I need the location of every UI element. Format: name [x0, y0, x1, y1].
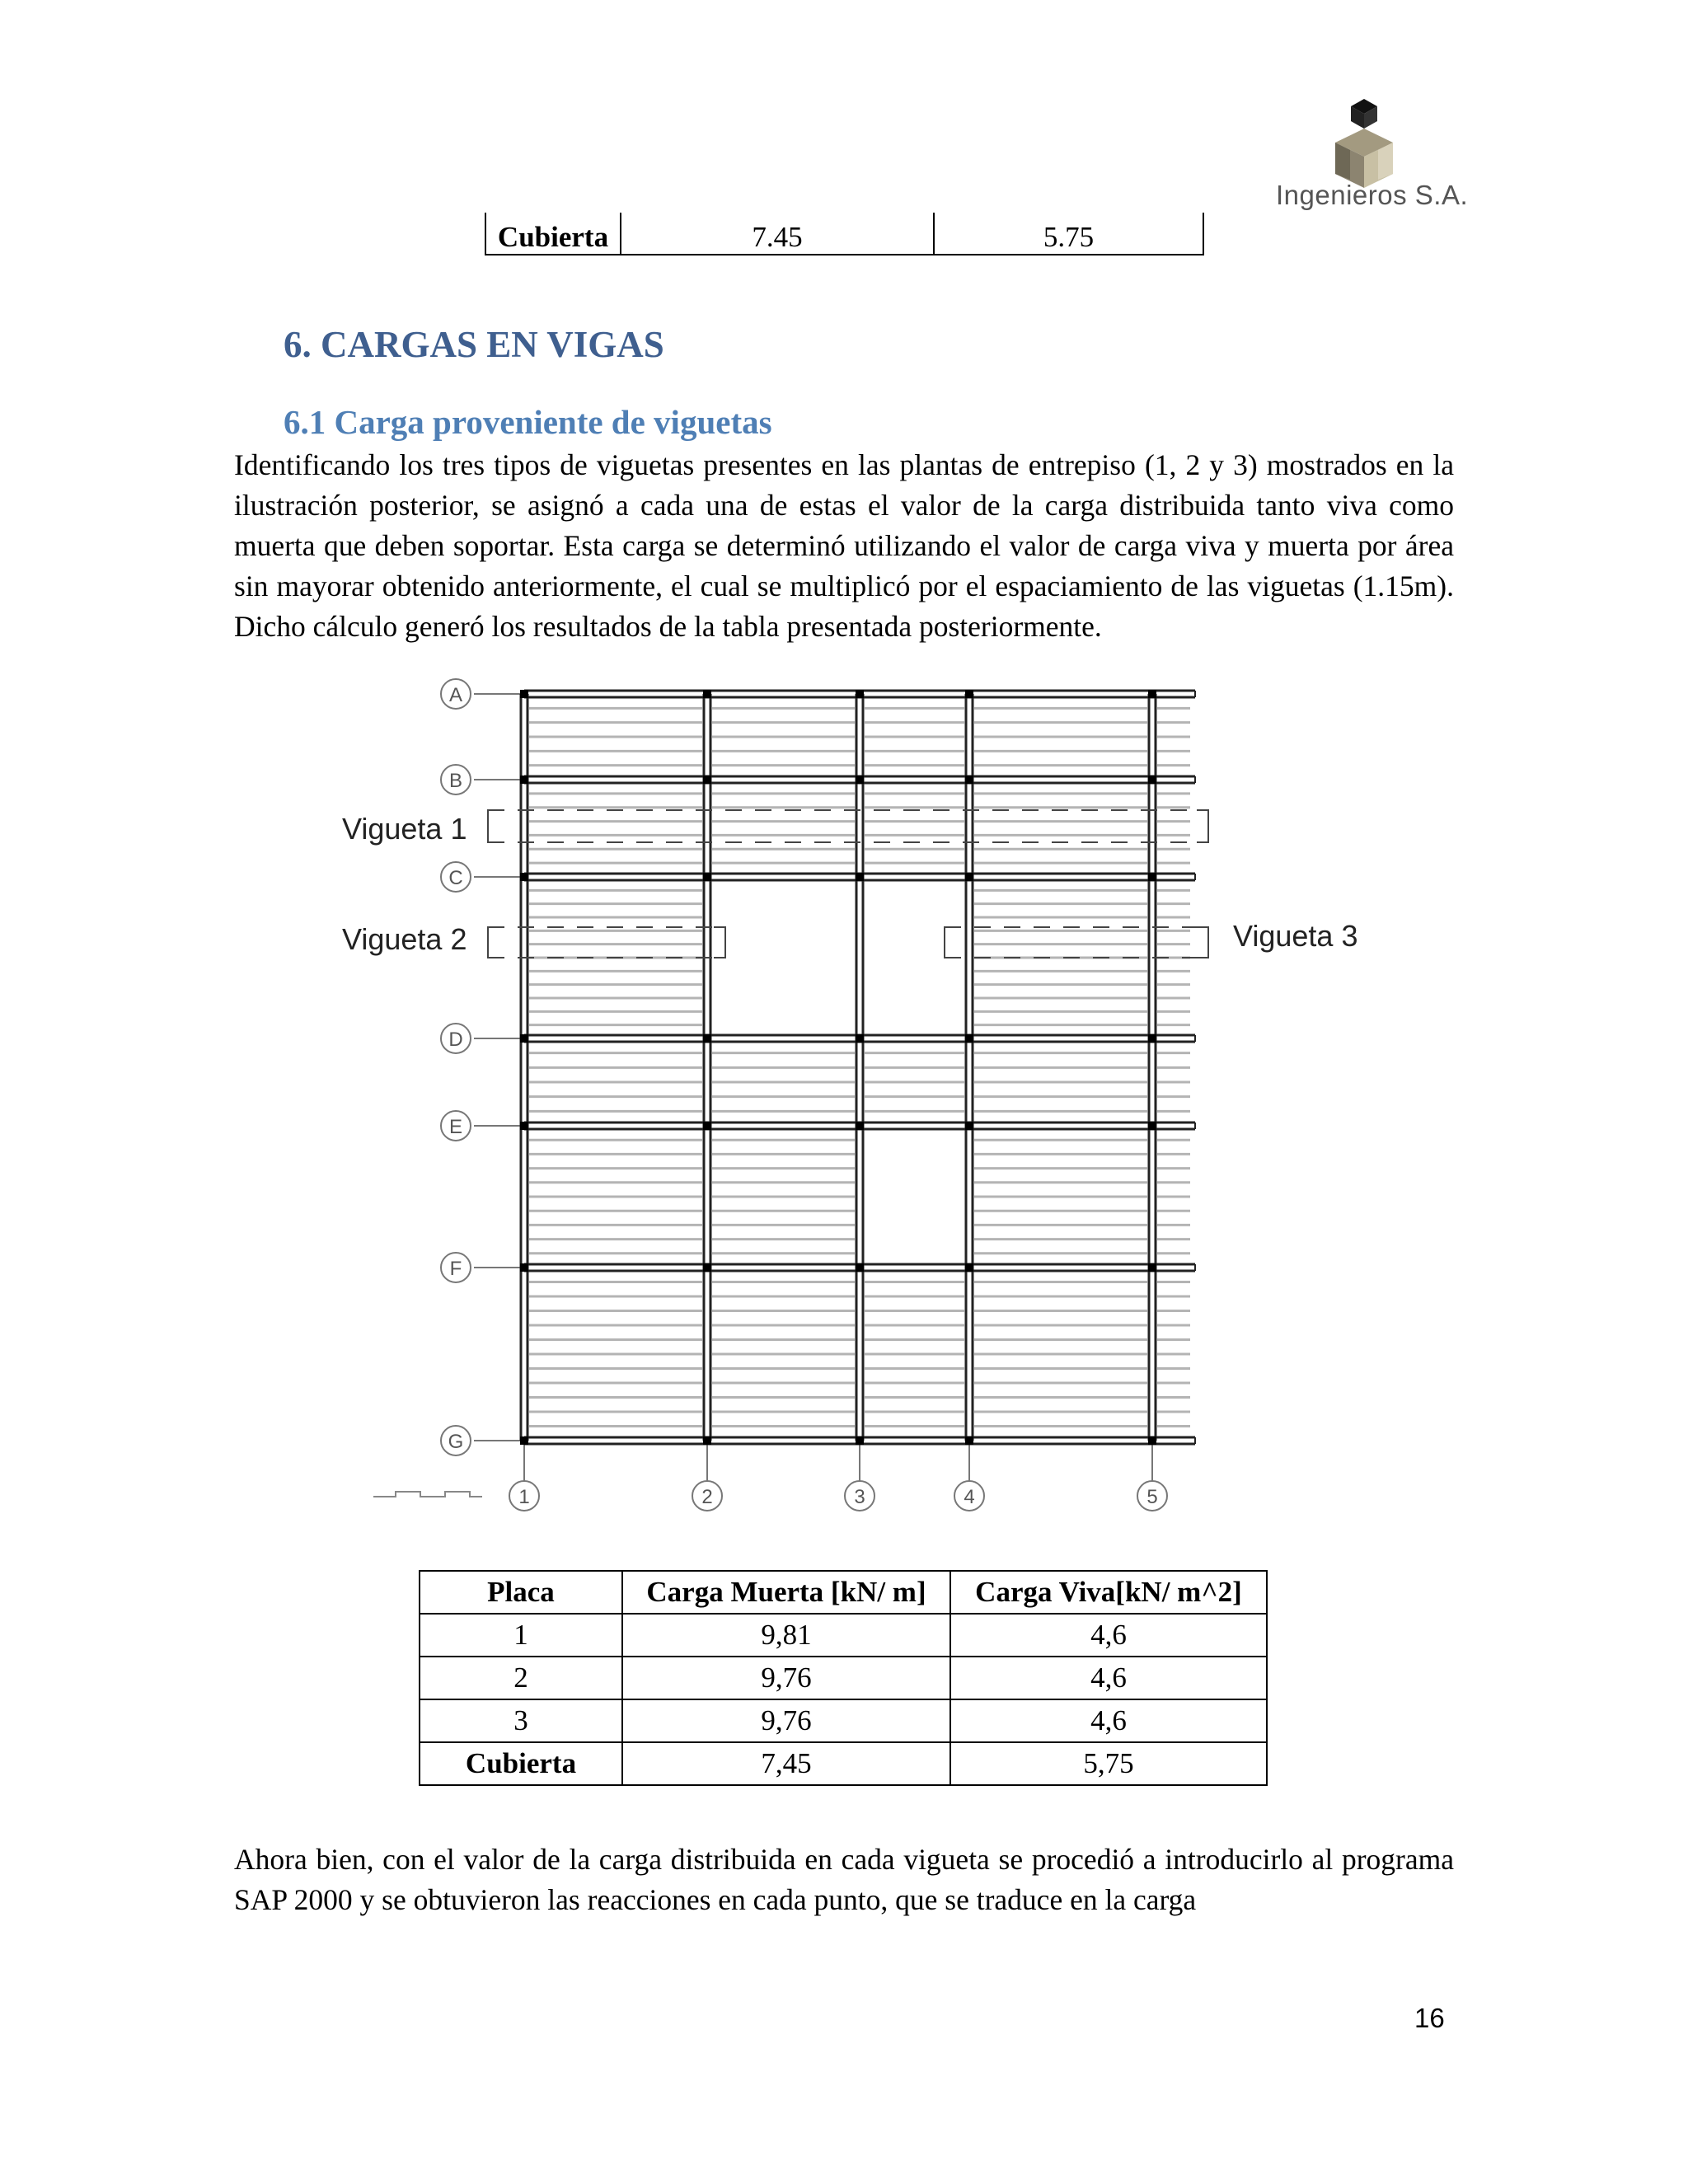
column-node	[1148, 1263, 1156, 1272]
grid-label: E	[448, 1116, 463, 1138]
column-node	[1148, 1034, 1156, 1043]
scale-bar	[373, 1492, 482, 1497]
table-cell: 3	[420, 1699, 622, 1742]
table-cell: 5.75	[934, 213, 1203, 255]
table-row	[420, 1657, 1267, 1699]
column-node	[520, 1263, 528, 1272]
grid-label: G	[448, 1431, 464, 1453]
vigueta-1-bracket	[1197, 810, 1208, 842]
column-node	[965, 776, 973, 784]
table-cell: Cubierta	[485, 213, 621, 255]
vigueta-label: Vigueta 2	[342, 922, 467, 956]
table-row	[420, 1742, 1267, 1785]
column-node	[856, 776, 864, 784]
column-node	[1148, 1436, 1156, 1445]
column-node	[965, 1034, 973, 1043]
table-cell: 4,6	[950, 1657, 1267, 1699]
vigueta-label: Vigueta 1	[342, 812, 467, 846]
vigueta-2-bracket	[714, 927, 725, 958]
table-row	[420, 1699, 1267, 1742]
column-node	[520, 1034, 528, 1043]
column-node	[965, 1436, 973, 1445]
table-cell: 7.45	[621, 213, 934, 255]
column-node	[856, 1436, 864, 1445]
column-node	[856, 1122, 864, 1130]
subsection-heading: 6.1 Carga proveniente de viguetas	[284, 403, 772, 441]
column-node	[520, 776, 528, 784]
table-continuation	[485, 213, 1204, 255]
table-cell: 9,76	[622, 1699, 950, 1742]
column-header: Carga Muerta [kN/ m]	[622, 1571, 950, 1614]
table-cell: 4,6	[950, 1699, 1267, 1742]
grid-label: B	[448, 770, 463, 792]
table-row	[420, 1614, 1267, 1657]
column-node	[965, 1263, 973, 1272]
column-node	[703, 1436, 711, 1445]
vigueta-3-bracket	[1197, 927, 1208, 958]
loads-table	[419, 1570, 1268, 1786]
page-number: 16	[1414, 2003, 1445, 2033]
grid-label: A	[448, 684, 463, 706]
column-node	[520, 1436, 528, 1445]
grid-label: F	[449, 1258, 462, 1280]
vigueta-2-bracket	[488, 927, 499, 958]
column-node	[856, 690, 864, 698]
body-paragraph: Identificando los tres tipos de viguetas presentes en las plantas de entrepiso (1, 2 y 3) mostrados en la ilustración posterior, se asignó a cada una de estas el valor de la carga distribuida tanto viva como muerta que deben soportar. Esta carga se determinó utilizando el valor de carga viva y muerta por área sin mayorar obtenido anteriormente, el cual se multiplicó por el espaciamiento de las viguetas (1.15m). Dicho cálculo generó los resultados de la tabla presentada posteriormente.	[234, 448, 1454, 643]
column-node	[856, 1263, 864, 1272]
table-cell: 9,81	[622, 1614, 950, 1657]
structural-plan-figure	[321, 668, 1393, 1525]
vigueta-1-bracket	[488, 810, 499, 842]
grid-label: 5	[1146, 1486, 1158, 1508]
grid-label: 1	[518, 1486, 530, 1508]
column-node	[703, 690, 711, 698]
table-row	[485, 213, 1203, 255]
column-node	[520, 690, 528, 698]
table-cell: 1	[420, 1614, 622, 1657]
grid-label: 3	[854, 1486, 865, 1508]
table-cell: 5,75	[950, 1742, 1267, 1785]
grid-label: D	[448, 1029, 463, 1051]
table-cell: 4,6	[950, 1614, 1267, 1657]
column-node	[965, 873, 973, 881]
column-node	[965, 1122, 973, 1130]
column-node	[520, 873, 528, 881]
vigueta-label: Vigueta 3	[1233, 919, 1358, 953]
column-node	[1148, 776, 1156, 784]
body-paragraph: Ahora bien, con el valor de la carga distribuida en cada vigueta se procedió a introducirlo al programa SAP 2000 y se obtuvieron las reacciones en cada punto, que se traduce en la carga	[234, 1843, 1454, 1916]
column-node	[1148, 873, 1156, 881]
column-header: Carga Viva[kN/ m^2]	[950, 1571, 1267, 1614]
logo-text: Ingenieros S.A.	[1276, 180, 1469, 210]
table-cell: Cubierta	[420, 1742, 622, 1785]
column-node	[703, 1034, 711, 1043]
grid-label: 4	[964, 1486, 975, 1508]
grid-label: C	[448, 867, 463, 889]
column-node	[856, 873, 864, 881]
column-node	[520, 1122, 528, 1130]
column-header: Placa	[420, 1571, 622, 1614]
column-node	[1148, 690, 1156, 698]
table-cell: 9,76	[622, 1657, 950, 1699]
table-header-row	[420, 1571, 1267, 1614]
column-node	[703, 776, 711, 784]
column-node	[703, 873, 711, 881]
grid-label: 2	[701, 1486, 713, 1508]
column-node	[703, 1122, 711, 1130]
vigueta-3-bracket	[945, 927, 956, 958]
column-node	[856, 1034, 864, 1043]
table-cell: 2	[420, 1657, 622, 1699]
column-node	[1148, 1122, 1156, 1130]
column-node	[703, 1263, 711, 1272]
column-node	[965, 690, 973, 698]
section-heading: 6. CARGAS EN VIGAS	[284, 324, 664, 365]
table-cell: 7,45	[622, 1742, 950, 1785]
